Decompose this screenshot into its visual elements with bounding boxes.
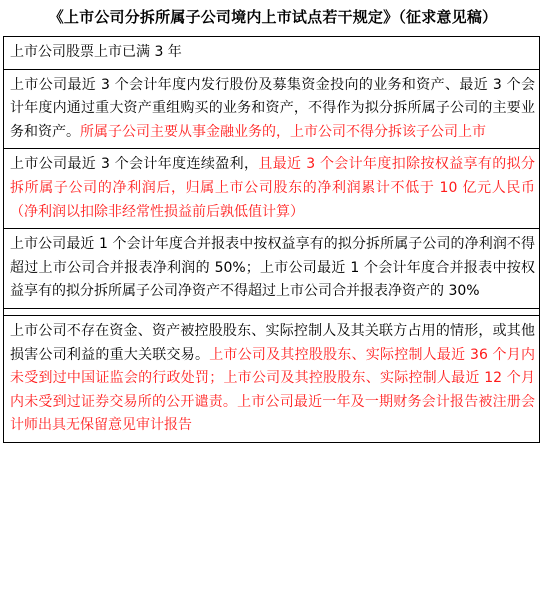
condition-row-5 (4, 316, 539, 442)
condition-row-2 (4, 70, 539, 150)
condition-3-highlight: 且最近 3 个会计年度扣除按权益享有的拟分拆所属子公司的净利润后，归属上市公司股东的净利润累计不低于 10 亿元人民币（净利润以扣除非经常性损益前后孰低值计算） (10, 156, 536, 220)
document-title: 《上市公司分拆所属子公司境内上市试点若干规定》（征求意见稿） (48, 8, 498, 26)
condition-3-text: 上市公司最近 3 个会计年度连续盈利， (10, 156, 259, 173)
condition-1-text: 上市公司股票上市已满 3 年 (10, 44, 182, 60)
condition-2-text: 上市公司最近 3 个会计年度内发行股份及募集资金投向的业务和资产、最近 3 个会计年度内通过重大资产重组购买的业务和资产，不得作为拟分拆所属子公司的主要业务和资产。 (10, 76, 535, 140)
condition-row-1 (4, 37, 539, 70)
condition-2-highlight: 所属子公司主要从事金融业务的，上市公司不得分拆该子公司上市 (80, 123, 486, 140)
conditions-table (3, 36, 540, 443)
condition-5-highlight: 上市公司及其控股股东、实际控制人最近 36 个月内未受到过中国证监会的行政处罚；上市公司及其控股股东、实际控制人最近 12 个月内未受到过证券交易所的公开谴责。上市公司最近一年及一期财务会计报告被注册会计师出具无保留意见审计报告 (10, 346, 536, 434)
condition-row-3 (4, 149, 539, 229)
condition-5-text: 上市公司不存在资金、资产被控股股东、实际控制人及其关联方占用的情形，或其他损害公司利益的重大关联交易。 (10, 322, 535, 363)
condition-4-text: 上市公司最近 1 个会计年度合并报表中按权益享有的拟分拆所属子公司的净利润不得超过上市公司合并报表净利润的 50%；上市公司最近 1 个会计年度合并报表中按权益享有的拟分拆所属子公司净资产不得超过上市公司合并报表净资产的 30% (10, 236, 535, 300)
condition-row-4 (4, 229, 539, 309)
row-divider (4, 309, 539, 316)
